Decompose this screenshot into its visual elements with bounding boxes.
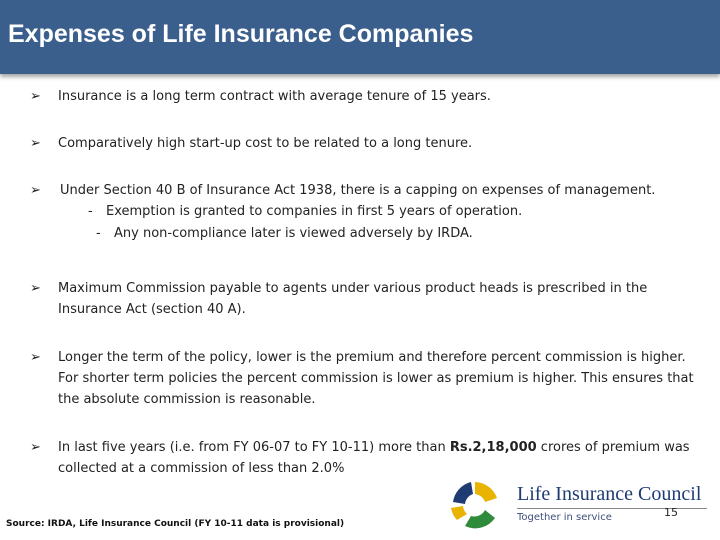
bullet-item <box>30 278 695 320</box>
arrow-bullet-icon: ➢ <box>30 89 41 104</box>
bullet-item <box>30 437 695 479</box>
dash-icon: - <box>88 204 93 219</box>
bullet-text: Insurance is a long term contract with average tenure of 15 years. <box>58 89 491 104</box>
bullet-text: Comparatively high start-up cost to be related to a long tenure. <box>58 136 473 151</box>
bullet-text: Under Section 40 B of Insurance Act 1938, there is a capping on expenses of management. <box>60 183 656 198</box>
arrow-bullet-icon: ➢ <box>30 136 41 151</box>
logo-tagline: Together in service <box>517 512 612 523</box>
bullet-text-pre: In last five years (i.e. from FY 06-07 to FY 10-11) more than <box>58 440 450 455</box>
bullet-text: Maximum Commission payable to agents under various product heads is prescribed in the Insurance Act (section 40 A). <box>58 281 648 317</box>
bullet-text <box>30 437 695 479</box>
bullet-item <box>30 347 695 410</box>
page-number: 15 <box>664 506 678 519</box>
source-note: Source: IRDA, Life Insurance Council (FY 10-11 data is provisional) <box>6 519 345 529</box>
dash-icon: - <box>96 226 101 241</box>
council-emblem-icon <box>445 476 505 534</box>
bullet-item <box>30 133 695 154</box>
sub-bullet <box>30 201 695 223</box>
arrow-bullet-icon: ➢ <box>30 183 41 198</box>
logo-divider <box>517 508 707 509</box>
sub-bullet <box>30 223 695 245</box>
slide-title: Expenses of Life Insurance Companies <box>8 20 474 48</box>
sub-bullet-text: Any non-compliance later is viewed adversely by IRDA. <box>114 226 473 241</box>
bullet-text: Longer the term of the policy, lower is the premium and therefore percent commission is higher. For shorter term policies the percent commission is lower as premium is higher. This ensures that the absolute commission is reasonable. <box>58 350 694 407</box>
arrow-bullet-icon: ➢ <box>30 440 41 455</box>
arrow-bullet-icon: ➢ <box>30 281 41 296</box>
bullet-item <box>30 180 695 245</box>
sub-bullet-text: Exemption is granted to companies in first 5 years of operation. <box>106 204 523 219</box>
bullet-item <box>30 86 695 107</box>
title-bar <box>0 0 720 74</box>
arrow-bullet-icon: ➢ <box>30 350 41 365</box>
logo-name: Life Insurance Council <box>517 483 702 505</box>
bullet-text-post: crores of premium was collected at a commission of less than 2.0% <box>58 440 690 476</box>
premium-amount: Rs.2,18,000 <box>449 440 537 455</box>
